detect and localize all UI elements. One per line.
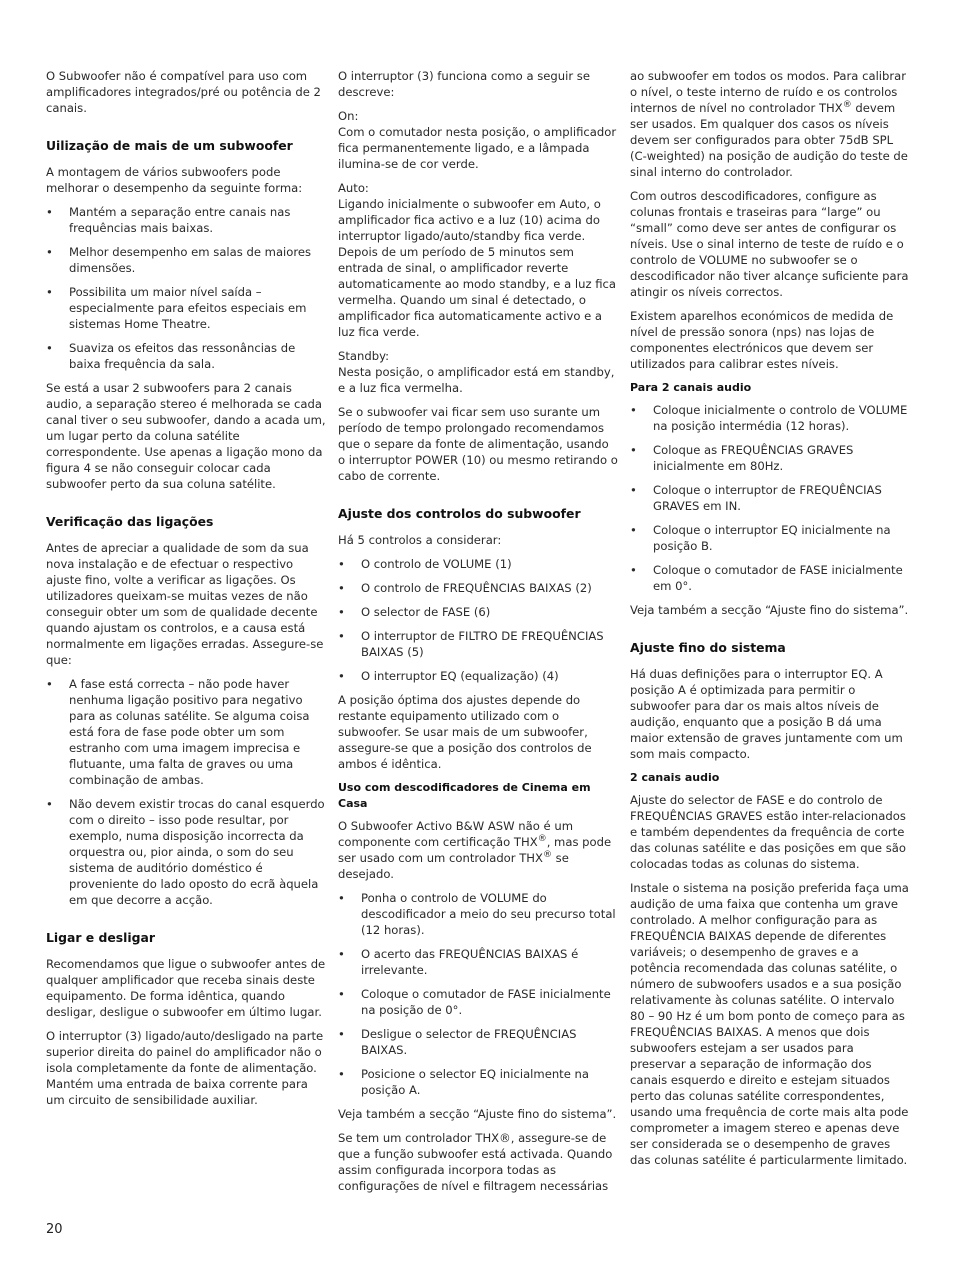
column-right [630,68,910,1176]
list-item: • Coloque as FREQUÊNCIAS GRAVES inicialmente em 80Hz. [630,442,910,474]
list-item: • Desligue o selector de FREQUÊNCIAS BAIXAS. [338,1026,618,1058]
two-channel-paragraph-1: Ajuste do selector de FASE e do controlo de FREQUÊNCIAS GRAVES estão inter-relacionados e também dependentes da frequência de corte das colunas satélite e das posições em que são colocadas todas as colunas do sistema. [630,793,906,871]
heading-home-cinema: Uso com descodificadores de Cinema em Casa [338,781,591,810]
spl-meter-paragraph: Existem aparelhos económicos de medida de nível de pressão sonora (nps) nas lojas de componentes electrónicos que devem ser utilizados para calibrar estes níveis. [630,309,894,371]
heading-verification: Verificação das ligações [46,514,214,529]
calibration-text-a: ao subwoofer em todos os modos. Para calibrar o nível, o teste interno de ruído e os controlos internos de nível no controlador THX [630,69,907,115]
heading-two-channel-audio: 2 canais audio [630,771,720,784]
heading-controls: Ajuste dos controlos do subwoofer [338,506,581,521]
see-also: Veja também a secção “Ajuste fino do sistema”. [630,603,909,617]
list-item: • O acerto das FREQUÊNCIAS BAIXAS é irrelevante. [338,946,618,978]
list-item: • O selector de FASE (6) [338,604,618,620]
cinema-paragraph [338,818,618,882]
list-item: • O interruptor de FILTRO DE FREQUÊNCIAS BAIXAS (5) [338,628,618,660]
list-item: • Coloque o interruptor de FREQUÊNCIAS GRAVES em IN. [630,482,910,514]
cinema-text-b: , mas pode ser usado com um controlador THX [338,835,612,865]
heading-on-off: Ligar e desligar [46,930,155,945]
list-item: • Coloque o comutador de FASE inicialmente na posição de 0°. [338,986,618,1018]
verification-paragraph: Antes de apreciar a qualidade de som da sua nova instalação e de efectuar o respectivo ajuste fino, volte a verificar as ligações. Os utilizadores queixam-se muitas vezes de não conseguir obter um som de qualidade decente quando ajustam os controlos, e a causa está normalmente em ligações erradas. Assegure-se que: [46,541,324,667]
heading-two-channel: Para 2 canais audio [630,381,752,394]
intro-paragraph: O Subwoofer não é compatível para uso com amplificadores integrados/pré ou potência de 2 canais. [46,69,321,115]
column-left [46,68,326,1116]
list-item: • O interruptor EQ (equalização) (4) [338,668,618,684]
controls-paragraph-2: A posição óptima dos ajustes depende do restante equipamento utilizado com o subwoofer. Se usar mais de um subwoofer, assegure-se que a posição dos controlos de ambos é idêntica. [338,693,592,771]
list-item: • Coloque o interruptor EQ inicialmente na posição B. [630,522,910,554]
list-item: • Suaviza os efeitos das ressonâncias de baixa frequência da sala. [46,340,326,372]
list-item: • Coloque inicialmente o controlo de VOLUME na posição intermédia (12 horas). [630,402,910,434]
verification-list [46,676,326,908]
calibration-text-b: devem ser usados. Em qualquer dos casos os níveis devem ser configurados para obter 75dB SPL (C-weighted) na posição de audição do teste de sinal interno do controlador. [630,101,908,179]
list-item: • Não devem existir trocas do canal esquerdo com o direito – isso pode resultar, por exemplo, numa disposição incorrecta da orquestra ou, pior ainda, o som do seu sistema de auditório doméstico é proveniente do lado oposto do ecrã àquela em que decorre a acção. [46,796,326,908]
thx-paragraph: Se tem um controlador THX®, assegure-se de que a função subwoofer está activada. Quando assim configurada incorpora todas as configurações de nível e filtragem necessárias [338,1131,613,1193]
list-item: • Ponha o controlo de VOLUME do descodificador a meio do seu precurso total (12 horas). [338,890,618,938]
list-item: • Coloque o comutador de FASE inicialmente em 0°. [630,562,910,594]
multi-list [46,204,326,372]
multi-paragraph-2: Se está a usar 2 subwoofers para 2 canais audio, a separação stereo é melhorada se cada canal tiver o seu subwoofer, dando a acada um, um lugar perto da coluna satélite correspondente. Use apenas a ligação mono da figura 4 se não conseguir colocar cada subwoofer perto da sua coluna satélite. [46,381,326,491]
list-item: • Possibilita um maior nível saída – especialmente para efeitos especiais em sistemas Home Theatre. [46,284,326,332]
two-channel-paragraph-2: Instale o sistema na posição preferida faça uma audição de uma faixa que contenha um grave controlado. A melhor configuração para as FREQUÊNCIA BAIXAS depende de diferentes variáveis; o desempenho de graves e a potência recomendada das colunas satélite, o número de subwoofers usados e a sua posição relativamente às colunas satélite. O intervalo 80 – 90 Hz é um bom ponto de começo para as FREQUÊNCIAS BAIXAS. A menos que dois subwoofers estejam a ser usados para preservar a separação de informação dos canais esquerdo e direito e estejam situados perto das colunas satélite correspondentes, usando uma frequência de corte mais alta pode comprometer a imagem stereo e apenas deve ser considerada se o desempenho de graves das colunas satélite é particularmente limitado. [630,881,909,1167]
list-item: • A fase está correcta – não pode haver nenhuma ligação positivo para negativo para as colunas satélite. Se alguma coisa está fora de fase pode obter um som estranho com uma imagem imprecisa e flutuante, uma falta de graves ou uma combinação de ambas. [46,676,326,788]
heading-multiple-subwoofers: Uilização de mais de um subwoofer [46,138,293,153]
mode-on [338,108,618,172]
list-item: • Posicione o selector EQ inicialmente na posição A. [338,1066,618,1098]
mode-auto-label: Auto: [338,181,369,195]
cinema-text-a: O Subwoofer Activo B&W ASW não é um componente com certificação THX [338,819,573,849]
cinema-text-c: se desejado. [338,851,569,881]
cinema-list [338,890,618,1098]
mode-on-text: Com o comutador nesta posição, o amplificador fica permanentemente ligado, e a lâmpada ilumina-se de cor verde. [338,125,617,171]
see-also: Veja também a secção “Ajuste fino do sistema”. [338,1107,617,1121]
mode-standby-text: Nesta posição, o amplificador está em standby, e a luz fica vermelha. [338,365,615,395]
registered-mark: ® [542,850,552,861]
on-off-paragraph-2: O interruptor (3) ligado/auto/desligado na parte superior direita do painel do amplificador não o isola completamente da fonte de alimentação. Mantém uma entrada de baixa corrente para um circuito de sensibilidade auxiliar. [46,1029,324,1107]
list-item: • Mantém a separação entre canais nas frequências mais baixas. [46,204,326,236]
list-item: • O controlo de FREQUÊNCIAS BAIXAS (2) [338,580,618,596]
mode-auto [338,180,618,340]
list-item: • O controlo de VOLUME (1) [338,556,618,572]
list-item: • Melhor desempenho em salas de maiores dimensões. [46,244,326,276]
on-off-paragraph-1: Recomendamos que ligue o subwoofer antes de qualquer amplificador que receba sinais deste equipamento. De forma idêntica, quando desligar, desligue o subwoofer em último lugar. [46,957,326,1019]
mode-on-label: On: [338,109,359,123]
mode-standby [338,348,618,396]
page-number: 20 [46,1222,63,1237]
two-channel-list [630,402,910,594]
other-decoders-paragraph: Com outros descodificadores, configure as colunas frontais e traseiras para “large” ou “small” como deve ser antes de configurar os níveis. Use o sinal interno de teste de ruído e o controlo de VOLUME no subwoofer se o descodificador não tiver alcançe suficiente para atingir os níveis correctos. [630,189,909,299]
mode-auto-text: Ligando inicialmente o subwoofer em Auto, o amplificador fica activo e a luz (10) acima do interruptor ligado/auto/standby fica verde. Depois de um período de 5 minutos sem entrada de sinal, o amplificador reverte automaticamente ao modo standby, e a luz fica vermelha. Quando um sinal é detectado, o amplificador fica automaticamente activo e a luz fica verde. [338,197,617,339]
fine-tuning-paragraph: Há duas definições para o interruptor EQ. A posição A é optimizada para permitir o subwoofer para dar os mais altos níveis de audição, enquanto que a posição B dá uma maior extensão de graves juntamente com um som mais compacto. [630,667,903,761]
multi-paragraph: A montagem de vários subwoofers pode melhorar o desempenho da seguinte forma: [46,165,303,195]
calibration-paragraph [630,68,910,180]
controls-list [338,556,618,684]
switch-intro: O interruptor (3) funciona como a seguir se descreve: [338,69,590,99]
heading-fine-tuning: Ajuste fino do sistema [630,640,786,655]
registered-mark: ® [537,834,547,845]
column-middle [338,68,618,1202]
unused-paragraph: Se o subwoofer vai ficar sem uso surante um período de tempo prolongado recomendamos que o separe da fonte de alimentação, usando o interruptor POWER (10) ou mesmo retirando o cabo de corrente. [338,405,618,483]
registered-mark: ® [842,100,852,111]
mode-standby-label: Standby: [338,349,389,363]
controls-intro: Há 5 controlos a considerar: [338,533,502,547]
